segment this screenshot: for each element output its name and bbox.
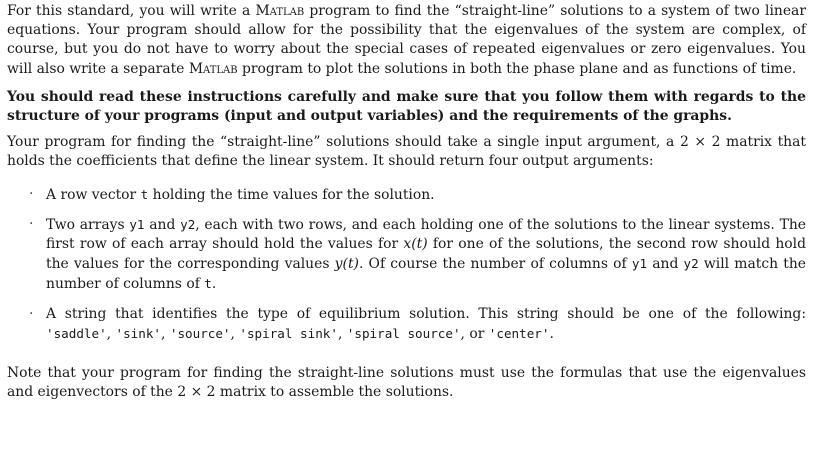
math-x-of-t: x(t) xyxy=(403,236,428,253)
item-text: will match the number of columns of xyxy=(46,256,807,293)
list-item xyxy=(29,305,806,344)
code-y2: y2 xyxy=(683,256,699,272)
bullet-icon: · xyxy=(29,215,34,232)
option-center: 'center' xyxy=(488,325,550,341)
code-y1: y1 xyxy=(129,216,145,232)
separator: , xyxy=(106,325,116,342)
item-text: holding the time values for the solution. xyxy=(148,186,435,203)
option-saddle: 'saddle' xyxy=(46,325,107,341)
input-text: matrix that holds the coefficients that define the linear system. It should return four output arguments: xyxy=(7,134,806,170)
note-text: matrix to assemble the solutions. xyxy=(215,384,454,401)
note-text: Note that your program for finding the straight-line solutions must use the formulas that use the eigenvalues and eigenvectors of the xyxy=(7,365,806,401)
intro-paragraph xyxy=(7,2,806,79)
list-item xyxy=(29,215,806,295)
intro-text: For this standard, you will write a xyxy=(7,3,256,19)
intro-text: program to plot the solutions in both the phase plane and as functions of time. xyxy=(237,60,797,77)
input-text: Your program for finding the “straight-line” solutions should take a single input argument, a xyxy=(7,134,680,151)
bullet-icon: · xyxy=(29,305,34,322)
warning-paragraph: You should read these instructions carefully and make sure that you follow them with regards to the structure of your programs (input and output variables) and the requirements of the graphs. xyxy=(7,88,806,125)
item-text: A row vector xyxy=(46,186,141,203)
output-arguments-list xyxy=(7,185,806,344)
code-y2: y2 xyxy=(180,216,196,232)
intro-text: program to find the “straight-line” solutions to a system of two linear equations. Your program should allow for the possibility that the eigenvalues of the system are complex, of course, but you do not have to worry about the special cases of repeated eigenvalues or zero eigenvalues. You will also write a separate xyxy=(7,3,806,77)
code-t: t xyxy=(204,276,212,292)
option-spiral-sink: 'spiral sink' xyxy=(239,325,338,341)
matlab-name: Matlab xyxy=(188,60,238,77)
item-text: A string that identifies the type of equilibrium solution. This string should be one of the following: xyxy=(46,305,806,322)
item-text: and xyxy=(647,256,684,273)
note-paragraph xyxy=(7,364,806,402)
list-item xyxy=(29,185,806,205)
item-text: . Of course the number of columns of xyxy=(358,256,632,273)
item-text: and xyxy=(144,216,181,233)
separator: , xyxy=(161,325,170,342)
separator: , or xyxy=(460,325,489,342)
matrix-dimensions: 2 × 2 xyxy=(177,384,216,401)
code-y1: y1 xyxy=(631,256,648,272)
separator: , xyxy=(337,325,347,342)
matrix-dimensions: 2 × 2 xyxy=(679,134,721,151)
math-y-of-t: y(t) xyxy=(334,256,359,273)
code-t: t xyxy=(140,186,149,202)
item-text: Two arrays xyxy=(46,216,130,233)
bullet-icon: · xyxy=(29,185,34,202)
option-source: 'source' xyxy=(169,325,231,341)
separator: , xyxy=(230,325,240,342)
option-sink: 'sink' xyxy=(115,325,162,341)
item-text: , each with two rows, and each holding one of the solutions to the linear systems. The first row of each array should hold the values for xyxy=(46,216,806,253)
input-paragraph xyxy=(7,133,806,171)
item-text: . xyxy=(211,276,217,293)
item-text: . xyxy=(549,325,554,342)
option-spiral-source: 'spiral source' xyxy=(346,325,461,341)
item-text: for one of the solutions, the second row should hold the values for the corresponding values xyxy=(46,236,806,273)
matlab-name: Matlab xyxy=(255,3,305,19)
